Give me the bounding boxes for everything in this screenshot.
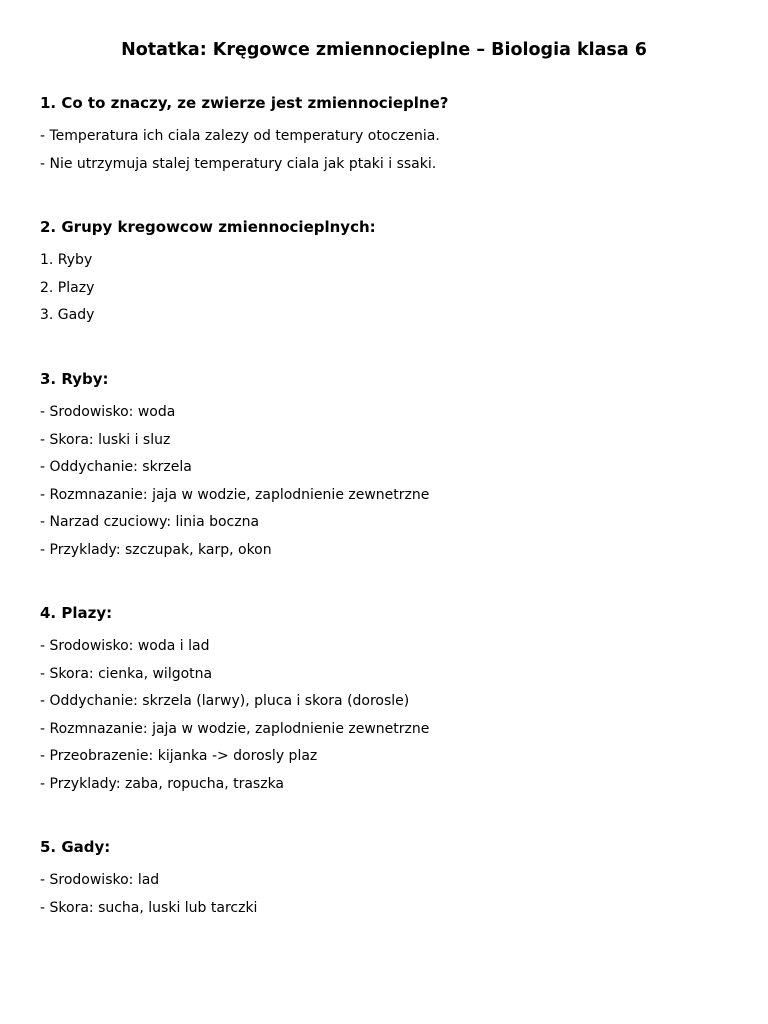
list-item: - Srodowisko: lad — [40, 872, 160, 888]
list-item: - Srodowisko: woda i lad — [40, 638, 210, 654]
section-fish — [40, 370, 740, 570]
list-item: 2. Plazy — [40, 279, 95, 296]
list-item: - Narzad czuciowy: linia boczna — [40, 514, 260, 531]
document-title: Notatka: Kręgowce zmiennocieplne – Biologia klasa 6 — [121, 40, 647, 60]
section-amphibians — [40, 604, 740, 804]
list-item: - Oddychanie: skrzela — [40, 459, 192, 476]
list-item: - Rozmnazanie: jaja w wodzie, zaplodnienie zewnetrzne — [40, 486, 430, 503]
section-definition — [40, 94, 740, 183]
section-heading: 2. Grupy kregowcow zmiennocieplnych: — [40, 218, 376, 236]
section-heading: 5. Gady: — [40, 838, 111, 856]
list-item: - Nie utrzymuja stalej temperatury ciala jak ptaki i ssaki. — [40, 155, 437, 172]
list-item: - Przeobrazenie: kijanka -> dorosly plaz — [40, 748, 318, 765]
list-item: - Skora: luski i sluz — [40, 431, 171, 448]
list-item: - Srodowisko: woda — [40, 404, 176, 420]
list-item: - Przyklady: szczupak, karp, okon — [40, 541, 272, 558]
list-item: - Skora: sucha, luski lub tarczki — [40, 899, 258, 916]
section-groups — [40, 218, 740, 335]
list-item: - Skora: cienka, wilgotna — [40, 665, 213, 682]
section-reptiles — [40, 838, 740, 927]
list-item: - Temperatura ich ciala zalezy od temperatury otoczenia. — [40, 128, 440, 144]
section-heading: 4. Plazy: — [40, 604, 113, 622]
list-item: - Przyklady: zaba, ropucha, traszka — [40, 775, 285, 792]
list-item: 1. Ryby — [40, 252, 93, 268]
section-heading: 3. Ryby: — [40, 370, 109, 388]
list-item: 3. Gady — [40, 307, 95, 324]
list-item: - Rozmnazanie: jaja w wodzie, zaplodnienie zewnetrzne — [40, 720, 430, 737]
section-heading: 1. Co to znaczy, ze zwierze jest zmiennocieplne? — [40, 94, 449, 112]
list-item: - Oddychanie: skrzela (larwy), pluca i skora (dorosle) — [40, 693, 410, 710]
